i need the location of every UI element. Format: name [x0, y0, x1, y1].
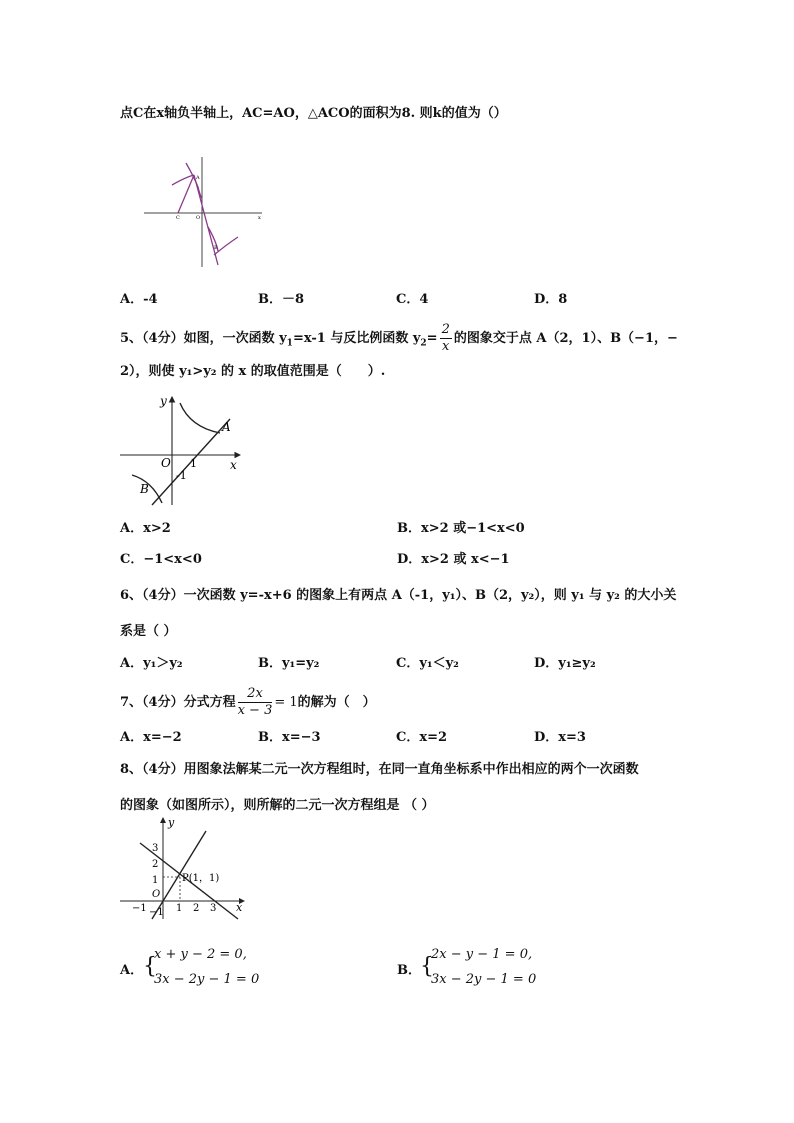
q6-stem-line2: 系是（ ）: [120, 624, 177, 639]
q8-option-a-brace: {: [143, 954, 157, 979]
q8-option-a-label: A．: [120, 963, 144, 978]
q4-label-b: B: [214, 245, 218, 251]
q5-graph: [118, 393, 248, 508]
q8-graph: [118, 815, 248, 920]
q6-stem-line1: 6、（4分）一次函数 y=-x+6 的图象上有两点 A（-1，y₁）、B（2，y₂），则 y₁ 与 y₂ 的大小关: [120, 588, 677, 603]
q7-stem-post: 的解为（ ）: [297, 695, 376, 710]
q8-label-x1: 1: [176, 903, 183, 914]
q8-option-b-label: B．: [397, 963, 421, 978]
q5-label-a: A: [222, 420, 231, 434]
q8-label-x2: 2: [193, 903, 200, 914]
q8-option-b-eq1: 2x − y − 1 = 0,: [431, 947, 533, 962]
q8-label-2: 2: [152, 859, 159, 870]
q6-option-b: B．y₁=y₂: [258, 656, 320, 671]
q5-option-a: A．x>2: [120, 521, 171, 536]
q5-stem-post: 的图象交于点 A（2，1）、B（−1，−: [453, 331, 678, 346]
q7-stem-pre: 7、（4分）分式方程: [120, 695, 236, 710]
q5-label-neg1: -1: [176, 469, 187, 482]
q5-option-d: D．x>2 或 x<−1: [397, 552, 510, 567]
q4-label-c: C: [176, 215, 180, 221]
q5-stem-eq: =: [426, 331, 438, 346]
q4-label-x: x: [258, 215, 261, 221]
q7-option-b: B．x=−3: [258, 730, 321, 745]
q5-stem-mid: =x-1 与反比例函数 y: [292, 331, 421, 346]
q8-label-yneg1: −1: [149, 907, 164, 918]
q7-option-d: D．x=3: [534, 730, 586, 745]
q8-option-b-eq2: 3x − 2y − 1 = 0: [431, 972, 537, 987]
q8-label-3: 3: [152, 843, 159, 854]
q4-option-b: B．－8: [258, 292, 305, 307]
q5-label-y: y: [160, 394, 167, 408]
q5-frac-num: 2: [441, 322, 450, 337]
q8-option-a-eq2: 3x − 2y − 1 = 0: [154, 972, 260, 987]
q5-fraction: [440, 322, 452, 355]
q4-option-c: C．4: [396, 292, 429, 307]
q5-frac-den: x: [442, 339, 450, 354]
q7-stem: [120, 686, 376, 719]
q8-label-xneg1: −1: [132, 903, 147, 914]
q5-label-1: 1: [190, 457, 197, 470]
q4-label-a: A: [196, 175, 200, 181]
q7-option-c: C．x=2: [396, 730, 448, 745]
q7-frac-num: 2x: [238, 686, 273, 703]
q8-label-x3: 3: [210, 903, 217, 914]
q8-label-1: 1: [152, 875, 159, 886]
q5-label-o: O: [161, 456, 171, 470]
q7-fraction: [238, 686, 273, 719]
q8-option-a-eq1: x + y − 2 = 0,: [154, 947, 247, 962]
q7-frac-den: x − 3: [237, 703, 273, 718]
q5-stem-line2: 2），则使 y₁>y₂ 的 x 的取值范围是（ ）.: [120, 364, 386, 379]
q5-stem-pre: 5、（4分）如图，一次函数 y: [120, 331, 287, 346]
q7-option-a: A．x=−2: [120, 730, 182, 745]
q8-label-o: O: [152, 889, 161, 900]
q8-option-b-brace: {: [420, 954, 434, 979]
q4-stem: 点C在x轴负半轴上，AC=AO，△ACO的面积为8. 则k的值为（）: [120, 106, 507, 121]
q8-label-p: P(1，1): [182, 873, 220, 884]
q5-label-x: x: [230, 458, 237, 472]
q5-stem-line1: 5、（4分）如图，一次函数 $y_1=x-1$ 与反比例函数 $y_2=$ $\frac{2}{x}$ 的图象交于点 A（2，1）、B（−1，−: [120, 322, 678, 354]
q4-option-d: D．8: [534, 292, 568, 307]
q8-stem-line2: 的图象（如图所示），则所解的二元一次方程组是 （ ）: [120, 798, 435, 813]
q8-label-x: x: [236, 901, 243, 914]
q6-option-c: C．y₁＜y₂: [396, 656, 459, 671]
q6-option-d: D．y₁≥y₂: [534, 656, 596, 671]
q5-option-c: C．−1<x<0: [120, 552, 202, 567]
q5-label-b: B: [140, 482, 149, 496]
q6-option-a: A．y₁＞y₂: [120, 656, 183, 671]
q4-graph: [142, 155, 272, 270]
q8-stem-line1: 8、（4分）用图象法解某二元一次方程组时，在同一直角坐标系中作出相应的两个一次函数: [120, 762, 639, 777]
q7-stem-eq: = 1: [274, 695, 298, 710]
q8-label-y: y: [168, 816, 175, 829]
q5-option-b: B．x>2 或−1<x<0: [397, 521, 525, 536]
q4-label-o: O: [196, 215, 201, 221]
q4-option-a: A．-4: [120, 292, 158, 307]
